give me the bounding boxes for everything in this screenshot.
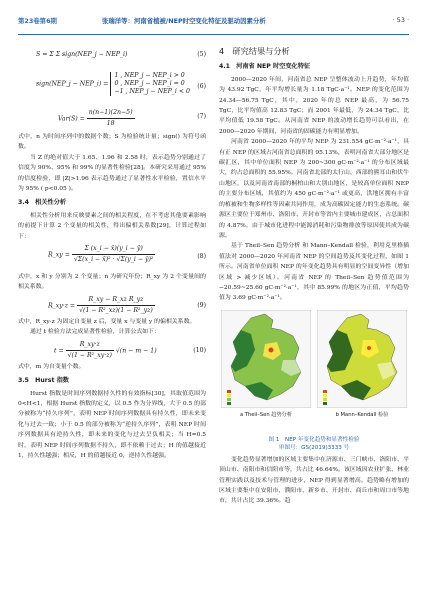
eq10-tail: √(n − m − 1)	[115, 347, 157, 355]
left-column	[18, 44, 206, 461]
eq6-number: (6)	[197, 83, 206, 90]
eq6-cases	[110, 72, 189, 96]
map-mann-kendall	[317, 310, 407, 408]
eq10-denominator: √(1 − R²_xy·z)	[67, 352, 112, 360]
eq9-number: (9)	[197, 301, 206, 309]
eq7-number: (7)	[197, 113, 206, 120]
paragraph: 基于 Theil–Sen 趋势分析 和 Mann–Kendall 检验，利用克里格插值法对 2000—2020 年河南省 NEP 的空间趋势及其变化过程，如图 1 所示。河南省单位面积 NEP 的年变化趋势具有明显的空间变异性（增加区域 > 减少区域）。河南省 NEP 的 Theil–Sen 趋势值范围为 −20.59~25.60 gC·m⁻²·a⁻¹，其中 85.99% 的地区为正值，平均趋势值为 3.69 gC·m⁻²·a⁻¹。	[219, 243, 409, 302]
eq10-fraction	[66, 340, 114, 362]
eq6-case-1: 1 , NEP_j − NEP_i > 0	[114, 72, 185, 79]
paragraph: Hurst 指数是时间序列数据持久性的有效指标[30]，其取值范围为 0<H<1，根据 Hurst 指数的定义，以 0.5 作为分界线，大于 0.5 的部分被称为“持久序列”，表明 NEP 时间序列数据具有持久性，即未来变化与过去一致；小于 0.5 的部分被称为“逆持久序列”，表明 NEP 时间序列数据具有逆持久性，即未来的变化与过去呈负相关；当 H=0.5 时，表明 NEP 时间序列数据不持久，即不依赖于过去；H 的值越接近 1，持久性越强；相反，H 的值越接近 0，逆持久性越强。	[18, 390, 206, 459]
eq10-lhs: t =	[54, 347, 66, 355]
eq6-case-2: 0 , NEP_j − NEP_i = 0	[114, 80, 185, 87]
eq8-number: (8)	[197, 253, 206, 261]
eq10-numerator: R_xy·z	[66, 340, 114, 351]
eq9-fraction	[77, 295, 155, 317]
paragraph: 通过 t 检验方法完成显著性检验，计算公式如下：	[30, 329, 160, 336]
figure-caption: 图 1 NEP 年变化趋势和显著性检验	[268, 436, 360, 443]
paragraph: 式中，n 为时间序列中的数据个数；S 为检验统计量；sign() 为符号函数。	[18, 134, 206, 151]
eq9-denominator: √(1 − R²_xz)(1 − R²_yz)	[79, 307, 153, 315]
equation-9	[18, 293, 206, 317]
equation-8	[18, 242, 206, 272]
eq9-numerator: R_xy − R_xz R_yz	[77, 295, 155, 306]
paragraph: 河南省 2000—2020 年的平均 NEP 为 231.554 gC·m⁻²·a⁻¹，具有正 NEP 的区域占河南省总面积的 95.13%，表明河南省大部分地区是碳汇区，其中单位面积 NEP 为 200~300 gC·m⁻²·a⁻¹ 的分布区域最大，约占总面积的 55.95%。河南省北部的太行山、西部的熊耳山和伏牛山地区，以及河南省南部的桐柏山和大别山地区，是较高单位面积 NEP 的主要分布区域，其值约为 450 gC·m⁻²·a⁻¹ 或更高，洪地区拥有丰富的植被和生物多样性等因素共同作用，成为高碳固定能力的生态系统。碳源区主要位于郑州市、洛阳市、开封市等省内主要城市建成区，占总面积的 4.87%，由于城市化进程中能源消耗和污染物排放等原因使其成为碳源。	[219, 139, 409, 239]
eq5-body: Σ Σ sign(NEP_j − NEP_i)	[49, 51, 128, 58]
eq5-lhs: S =	[36, 51, 50, 58]
paragraph: 相关性分析用来反映要素之间的相关程度，在不考虑其他要素影响的前提下计算 2 个变量的相关性，得出偏相关系数[29]，计算过程如下：	[18, 212, 206, 240]
right-column	[219, 44, 409, 507]
section-heading-3-4: 3.4 相关性分析	[18, 199, 67, 207]
eq8-lhs: R_xy =	[48, 251, 72, 259]
section-heading-4: 4 研究结果与分析	[219, 46, 290, 56]
equation-5	[18, 44, 206, 70]
paragraph: 当 Z 的绝对值大于 1.65、1.96 和 2.58 时，表示趋势分别通过了信度为 90%、95% 和 99% 的显著性检验[28]。本研究采用通过 95% 的信度检验，即 |Z|>1.96 表示趋势通过了显著性水平检验，置信水平为 95% ( p<0.05 )。	[18, 154, 206, 193]
figure-1	[219, 310, 409, 434]
paragraph: 变化趋势显著增加的区域主要集中在济源市、三门峡市、洛阳市、平顶山市、南阳市和信阳市等，共占比 46.64%。该区域因农业扩张、林业管理实践以及技术与管理的进步，NEP 得到显著增高。趋势略有增加的区域主要集中在安阳市、濮阳市、新乡市、开封市、商丘市和周口市等地市，共计占比 39.36%。趋	[219, 456, 409, 505]
page-number: · 53 ·	[392, 16, 409, 24]
eq7-lhs: Var(S) =	[58, 115, 87, 123]
eq7-fraction	[87, 108, 135, 130]
journal-volume: 第23卷第6期	[18, 17, 57, 25]
eq6-case-3: −1 , NEP_j − NEP_i < 0	[114, 88, 190, 95]
eq8-denominator: √Σ(x_i − x̄)² · √Σ(y_i − ȳ)²	[73, 256, 154, 264]
eq7-denominator: 18	[106, 120, 115, 128]
equation-10	[18, 338, 206, 362]
paragraph: 式中，m 为自变量个数。	[18, 363, 85, 370]
paragraph: 式中，x 和 y 分别为 2 个变量；n 为研究年份；R_xy 为 2 个变量间的相关系数。	[18, 274, 206, 291]
equation-6	[18, 70, 206, 106]
page-header	[18, 10, 409, 35]
map-a-label: a Theil–Sen 趋势分析	[239, 411, 293, 418]
eq10-number: (10)	[193, 346, 206, 354]
section-heading-4-1: 4.1 河南省 NEP 时空变化特征	[219, 63, 311, 71]
eq6-lhs: sign(NEP_j − NEP_i) =	[36, 80, 109, 88]
paragraph: 式中，R_xy·z 为固定自变量 z 后，变量 x 与变量 y 的偏相关系数。	[18, 318, 196, 325]
equation-7	[18, 106, 206, 132]
eq5-number: (5)	[197, 51, 206, 58]
section-heading-3-5: 3.5 Hurst 指数	[18, 377, 69, 385]
eq9-lhs: R_xy·z =	[48, 302, 78, 310]
map-b-label: b Mann–Kendall 检验	[335, 411, 389, 418]
map-approval-number: 审图号：GS(2019)3333 号	[278, 444, 350, 451]
eq7-numerator: n(n−1)(2n−5)	[87, 108, 135, 119]
running-title: 张瑞洋等：河南省植被/NEP时空变化特征及驱动因素分析	[102, 17, 266, 25]
eq8-fraction	[72, 244, 156, 266]
eq8-numerator: Σ (x_i − x̄)(y_i − ȳ)	[72, 244, 156, 255]
paragraph: 2000—2020 年间，河南省总 NEP 呈整体波动上升趋势，年均值为 43.92 TgC，年平均增长量为 1.18 TgC·a⁻¹。NEP 的变化范围为 24.34—56.75 TgC，其中，2020 年的总 NEP 最高，为 56.75 TgC，比平均值高 12.83 TgC；而 2001 年最低，为 24.34 TgC，比平均值低 19.58 TgC。从河南省 NEP 的波动增长趋势可以看出，在 2000—2020 年期间，河南省的固碳能力有明显增加。	[219, 76, 409, 135]
map-theil-sen	[221, 310, 311, 408]
